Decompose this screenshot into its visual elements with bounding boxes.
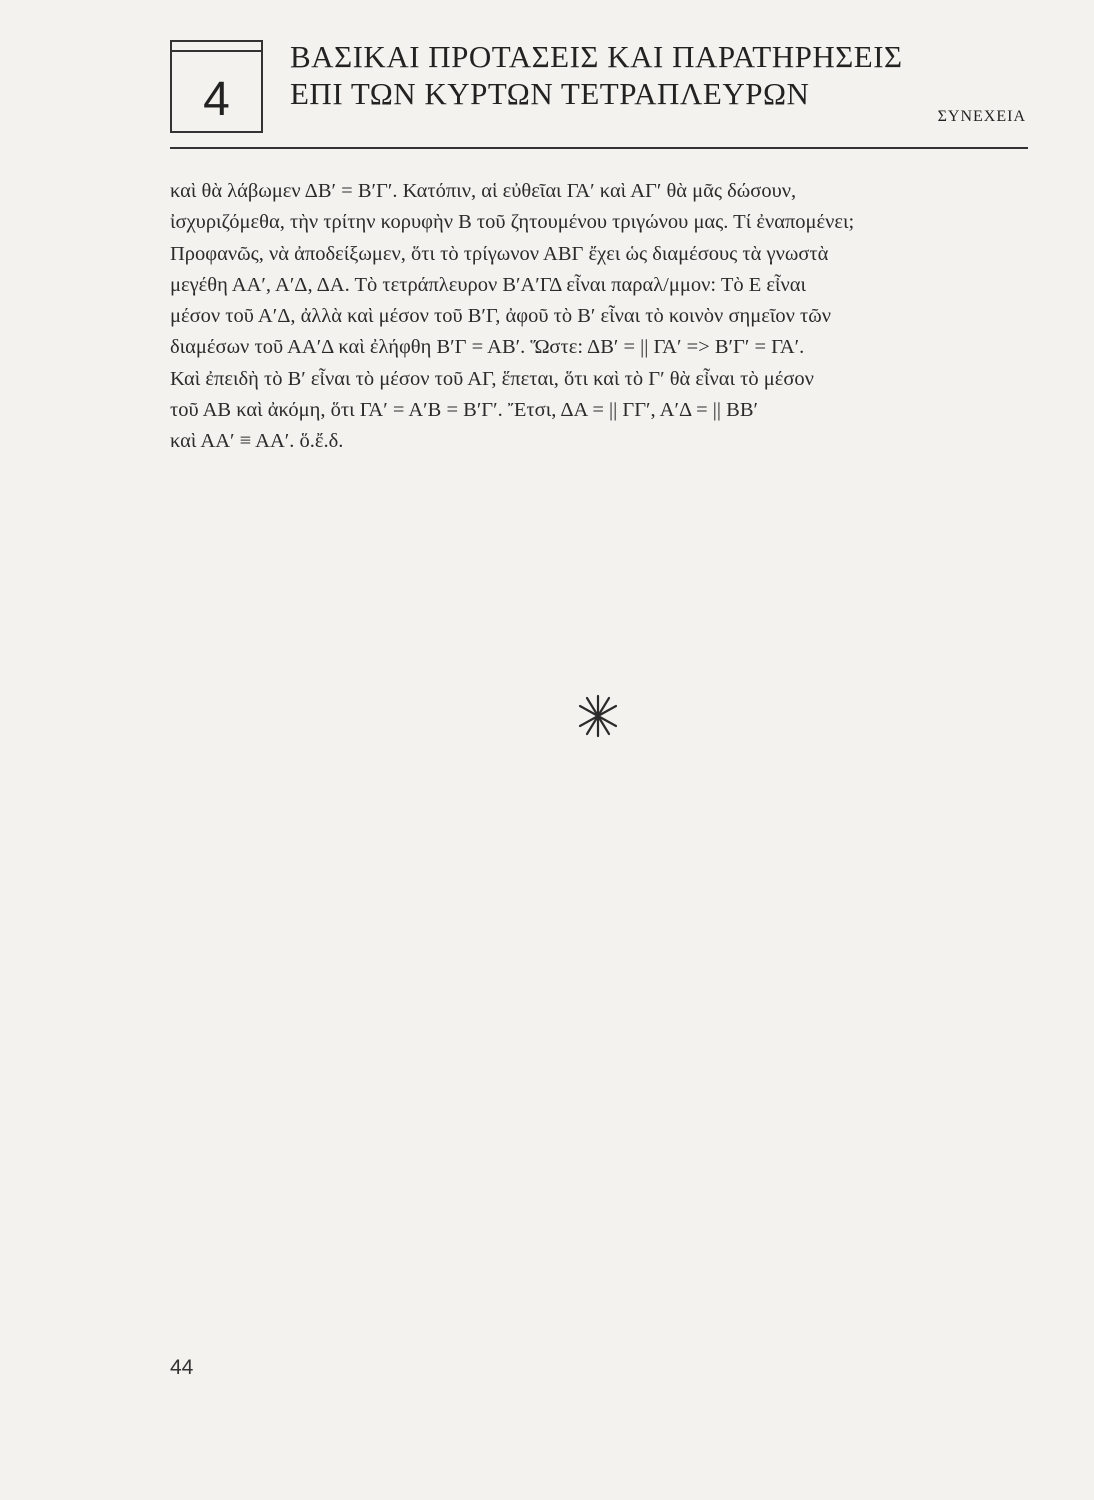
chapter-number-box <box>170 40 263 133</box>
body-line: Καὶ ἐπειδὴ τὸ Β′ εἶναι τὸ μέσον τοῦ ΑΓ, ἕπεται, ὅτι καὶ τὸ Γ′ θὰ εἶναι τὸ μέσον <box>170 367 814 390</box>
chapter-number: 4 <box>203 73 230 126</box>
body-line: καὶ ΑΑ′ ≡ ΑΑ′. ὅ.ἔ.δ. <box>170 430 344 453</box>
body-line: ἰσχυριζόμεθα, τὴν τρίτην κορυφὴν Β τοῦ ζητουμένου τριγώνου μας. Τί ἐναπομένει; <box>170 211 855 234</box>
body-text <box>170 176 1028 458</box>
body-line: μεγέθη ΑΑ′, Α′Δ, ΔΑ. Τὸ τετράπλευρον Β′Α′ΓΔ εἶναι παραλ/μμον: Τὸ Ε εἶναι <box>170 273 807 296</box>
asterisk-ornament-icon <box>576 694 620 738</box>
body-line: καὶ θὰ λάβωμεν ΔΒ′ = Β′Γ′. Κατόπιν, αἱ εὐθεῖαι ΓΑ′ καὶ ΑΓ′ θὰ μᾶς δώσουν, <box>170 180 797 202</box>
page-number: 44 <box>170 1356 194 1379</box>
chapter-title-line-1: ΒΑΣΙΚΑΙ ΠΡΟΤΑΣΕΙΣ ΚΑΙ ΠΑΡΑΤΗΡΗΣΕΙΣ <box>290 39 903 74</box>
body-line: μέσον τοῦ Α′Δ, ἀλλὰ καὶ μέσον τοῦ Β′Γ, ἀφοῦ τὸ Β′ εἶναι τὸ κοινὸν σημεῖον τῶν <box>170 305 831 328</box>
body-line: Προφανῶς, νὰ ἀποδείξωμεν, ὅτι τὸ τρίγωνον ΑΒΓ ἔχει ὡς διαμέσους τὰ γνωστὰ <box>170 242 829 265</box>
body-line: τοῦ ΑΒ καὶ ἀκόμη, ὅτι ΓΑ′ = Α′Β = Β′Γ′. Ἔτσι, ΔΑ = || ΓΓ′, Α′Δ = || ΒΒ′ <box>170 399 758 422</box>
header-divider <box>170 147 1028 149</box>
chapter-title-line-2: ΕΠΙ ΤΩΝ ΚΥΡΤΩΝ ΤΕΤΡΑΠΛΕΥΡΩΝ <box>290 76 810 111</box>
chapter-subtitle: ΣΥΝΕΧΕΙΑ <box>937 108 1026 125</box>
body-line: διαμέσων τοῦ ΑΑ′Δ καὶ ἐλήφθη Β′Γ = ΑΒ′. Ὥστε: ΔΒ′ = || ΓΑ′ => Β′Γ′ = ΓΑ′. <box>170 336 805 359</box>
chapter-title <box>290 38 990 112</box>
